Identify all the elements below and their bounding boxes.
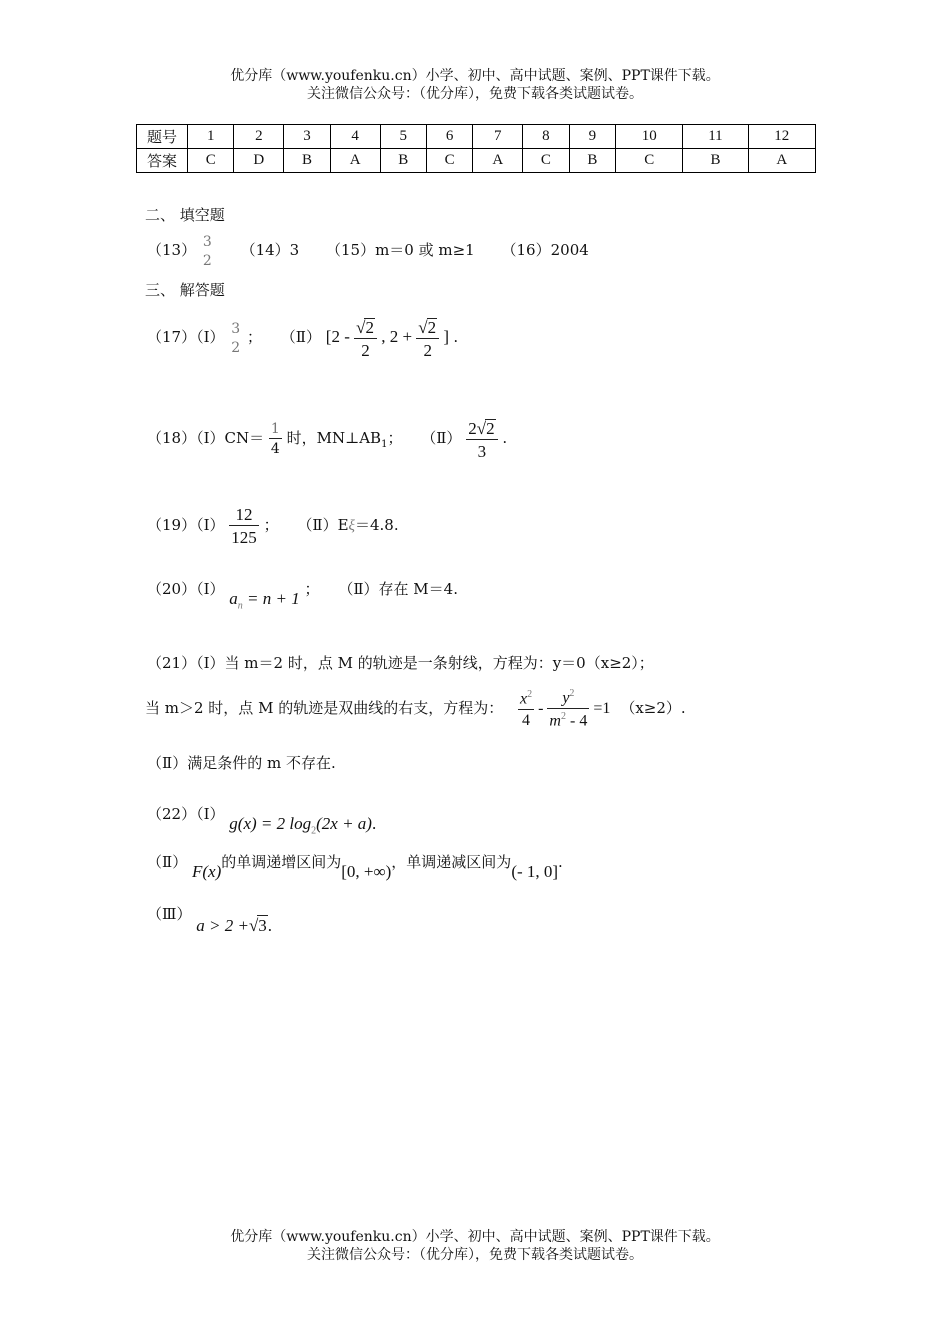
table-cell: 7 bbox=[473, 125, 523, 149]
q17-sqrt-b: 2 bbox=[427, 317, 437, 337]
q17-fraction-a: $\frac{√2}{2}$ bbox=[354, 318, 377, 359]
q17-denominator: 2 bbox=[231, 339, 241, 356]
q18-numerator: 1 bbox=[270, 421, 280, 437]
q19-label: （19）（Ⅰ） bbox=[147, 516, 225, 534]
answer-table bbox=[136, 124, 816, 173]
table-cell: 5 bbox=[380, 125, 426, 149]
q22-end-1: . bbox=[371, 814, 377, 833]
q18-denominator: 4 bbox=[269, 438, 282, 456]
q18-subscript: 1 bbox=[381, 439, 388, 450]
q17-sqrt-a: 2 bbox=[365, 317, 374, 337]
q17-label-2: （Ⅱ） bbox=[280, 328, 321, 346]
q21-line-1: （21）（Ⅰ）当 m＝2 时，点 M 的轨迹是一条射线，方程为：y＝0（x≥2）； bbox=[147, 654, 654, 672]
q21-line-2-text: 当 m＞2 时，点 M 的轨迹是双曲线的右支，方程为： bbox=[145, 699, 504, 717]
q18-separator: ； bbox=[387, 429, 403, 447]
q21-fraction-y bbox=[547, 689, 589, 730]
table-cell: B bbox=[683, 149, 748, 173]
footer-line-2: 关注微信公众号：（优分库），免费下载各类试题试卷。 bbox=[307, 1247, 643, 1263]
table-cell: A bbox=[473, 149, 523, 173]
q20-label: （20）（Ⅰ） bbox=[147, 580, 225, 598]
row-label-answer: 答案 bbox=[137, 149, 188, 173]
q22-g: g(x) = 2 log bbox=[229, 814, 312, 833]
table-cell: 8 bbox=[523, 125, 569, 149]
q21-eq1: =1 bbox=[593, 700, 611, 717]
q20-separator: ； bbox=[304, 580, 320, 598]
table-cell: 4 bbox=[330, 125, 380, 149]
q21-den-2-rest: - 4 bbox=[569, 712, 588, 730]
q22-formula-1 bbox=[229, 814, 376, 836]
q18-fraction-2: $\frac{2√2}{3}$ bbox=[466, 419, 497, 460]
q21-fraction-x bbox=[518, 690, 534, 729]
q21-x-exp: 2 bbox=[527, 688, 533, 700]
q22-g-rest: (2x + a) bbox=[316, 814, 372, 833]
q21-m: m bbox=[549, 712, 561, 730]
q18-answer bbox=[147, 414, 507, 469]
table-row-answers bbox=[137, 149, 816, 173]
q22-part-1 bbox=[147, 803, 377, 837]
table-cell: 11 bbox=[683, 125, 748, 149]
q17-answer bbox=[147, 312, 458, 362]
q21-y-exp: 2 bbox=[569, 688, 575, 699]
q21-line-2 bbox=[145, 683, 686, 734]
q17-close: ] bbox=[443, 327, 450, 346]
q21-den-1: 4 bbox=[518, 709, 534, 729]
q20-sub: n bbox=[237, 600, 243, 612]
table-cell: 1 bbox=[188, 125, 234, 149]
q22-decreasing-interval: (- 1, 0] bbox=[511, 862, 559, 881]
table-cell: 2 bbox=[234, 125, 284, 149]
q14-answer: （14）3 bbox=[240, 241, 300, 259]
q21-m-exp: 2 bbox=[560, 711, 566, 723]
q18-end: . bbox=[502, 429, 508, 447]
table-cell: B bbox=[380, 149, 426, 173]
q20-a: a bbox=[229, 589, 238, 608]
q17-open: [2 - bbox=[325, 327, 350, 346]
section-title-solutions: 三、 解答题 bbox=[145, 281, 225, 299]
table-cell: B bbox=[569, 149, 615, 173]
q21-line-3: （Ⅱ）满足条件的 m 不存在. bbox=[147, 754, 336, 772]
q22-F: F(x) bbox=[191, 862, 222, 881]
q17-interval bbox=[325, 317, 454, 360]
q21-y: y bbox=[562, 689, 570, 707]
table-cell: A bbox=[330, 149, 380, 173]
q21-x: x bbox=[519, 689, 528, 707]
q18-label-2: （Ⅱ） bbox=[421, 429, 462, 447]
q17-numerator: 3 bbox=[231, 320, 241, 337]
q17-mid: , 2 + bbox=[381, 327, 413, 346]
q17-den-b: 2 bbox=[416, 338, 439, 359]
footer-line-1: 优分库（www.youfenku.cn）小学、初中、高中试题、案例、PPT课件下载。 bbox=[230, 1229, 720, 1245]
q17-end: . bbox=[453, 328, 459, 346]
q19-part-2-end: ＝4.8. bbox=[354, 516, 399, 534]
table-cell: D bbox=[234, 149, 284, 173]
q20-part-2: （Ⅱ）存在 M＝4. bbox=[338, 580, 458, 598]
q20-formula bbox=[229, 589, 299, 611]
q22-formula-3: a > 2 +√3. bbox=[196, 916, 273, 935]
q19-answer bbox=[147, 503, 399, 548]
q18-fraction-1 bbox=[269, 422, 282, 456]
table-cell: B bbox=[284, 149, 330, 173]
q19-separator: ； bbox=[263, 516, 279, 534]
q21-minus: - bbox=[538, 700, 544, 717]
answers-13-16 bbox=[147, 230, 589, 270]
q13-label: （13） bbox=[147, 241, 197, 259]
q17-fraction-b: $\frac{√2}{2}$ bbox=[416, 318, 439, 359]
q22-label-2: （Ⅱ） bbox=[147, 853, 188, 871]
table-cell: C bbox=[523, 149, 569, 173]
q13-denominator: 2 bbox=[202, 252, 212, 269]
table-cell: 3 bbox=[284, 125, 330, 149]
q22-text-2: ，单调递减区间为 bbox=[391, 853, 512, 871]
table-cell: C bbox=[426, 149, 472, 173]
q18-den-2: 3 bbox=[466, 439, 497, 460]
header-line-2: 关注微信公众号：（优分库），免费下载各类试题试卷。 bbox=[307, 86, 643, 102]
q20-eq: = n + 1 bbox=[247, 589, 300, 608]
table-cell: C bbox=[616, 149, 683, 173]
table-row-numbers bbox=[137, 125, 816, 149]
q22-end-3: . bbox=[267, 916, 273, 935]
header-line-1: 优分库（www.youfenku.cn）小学、初中、高中试题、案例、PPT课件下载。 bbox=[230, 68, 720, 84]
q16-answer: （16）2004 bbox=[501, 241, 589, 259]
q19-part-2: （Ⅱ）E bbox=[297, 516, 349, 534]
q22-text-1: 的单调递增区间为 bbox=[221, 853, 342, 871]
section-title-fill-in: 二、 填空题 bbox=[145, 206, 225, 224]
q17-den-a: 2 bbox=[354, 338, 377, 359]
table-cell: 6 bbox=[426, 125, 472, 149]
q22-label-3: （Ⅲ） bbox=[147, 905, 192, 923]
q22-g-sub: 2 bbox=[311, 825, 317, 837]
q19-xi: ξ bbox=[348, 518, 355, 534]
q18-label: （18）（Ⅰ）CN＝ bbox=[147, 429, 265, 447]
q17-fraction-1 bbox=[229, 322, 242, 355]
q15-answer: （15）m＝0 或 m≥1 bbox=[326, 241, 475, 259]
table-cell: 9 bbox=[569, 125, 615, 149]
table-cell: 12 bbox=[748, 125, 816, 149]
q21-equation bbox=[518, 688, 614, 730]
q22-label: （22）（Ⅰ） bbox=[147, 805, 225, 823]
q22-inequality: a > 2 + bbox=[196, 916, 249, 935]
q22-increasing-interval: [0, +∞) bbox=[341, 862, 392, 881]
q17-separator: ； bbox=[247, 328, 263, 346]
q22-end-2: . bbox=[558, 853, 563, 871]
q22-part-3 bbox=[147, 903, 273, 935]
table-cell: C bbox=[188, 149, 234, 173]
q13-numerator: 3 bbox=[202, 233, 212, 250]
table-cell: A bbox=[748, 149, 816, 173]
q20-answer bbox=[147, 578, 458, 612]
q19-numerator: 12 bbox=[235, 505, 253, 524]
q17-label: （17）（Ⅰ） bbox=[147, 328, 225, 346]
q18-coef: 2 bbox=[468, 418, 477, 438]
q18-text: 时，MN⊥AB bbox=[286, 429, 382, 447]
q19-fraction bbox=[229, 506, 259, 546]
q21-condition: （x≥2）. bbox=[620, 699, 686, 717]
table-cell: 10 bbox=[616, 125, 683, 149]
q22-sqrt3: 3 bbox=[258, 916, 267, 935]
q18-sqrt: 2 bbox=[486, 418, 495, 438]
row-label-number: 题号 bbox=[137, 125, 188, 149]
q13-fraction bbox=[201, 235, 214, 268]
q22-part-2 bbox=[147, 851, 563, 881]
q19-denominator: 125 bbox=[229, 525, 259, 546]
